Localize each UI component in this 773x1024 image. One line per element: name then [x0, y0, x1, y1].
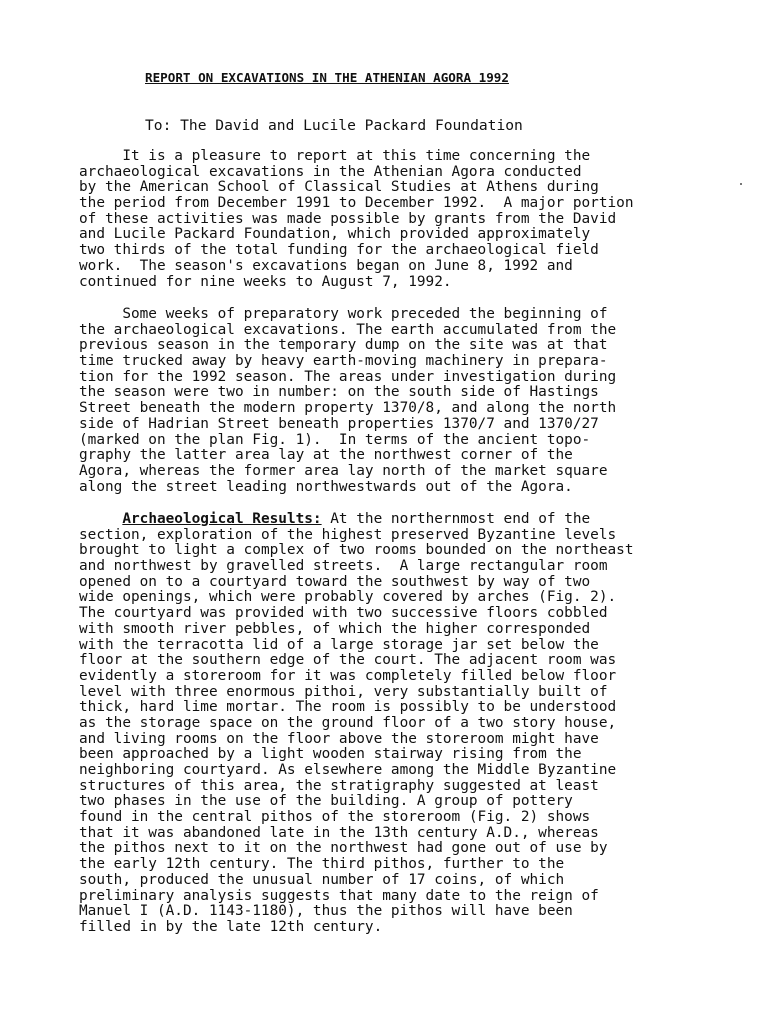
paragraph-line: side of Hadrian Street beneath properties 1370/7 and 1370/27 — [79, 415, 599, 432]
paragraph-line: tion for the 1992 season. The areas under investigation during — [79, 368, 617, 385]
paragraph-indent — [79, 511, 122, 527]
paragraph-line: filled in by the late 12th century. — [79, 918, 383, 935]
paragraph-line: Street beneath the modern property 1370/8, and along the north — [79, 400, 617, 417]
paragraph-line: by the American School of Classical Studies at Athens during — [79, 179, 599, 196]
paragraph-line — [79, 512, 634, 528]
paragraph-line: and Lucile Packard Foundation, which provided approximately — [79, 226, 591, 243]
paragraph-line: along the street leading northwestwards out of the Agora. — [79, 478, 573, 495]
paragraph-first-line-rest: At the northernmost end of the — [321, 511, 591, 527]
report-title: REPORT ON EXCAVATIONS IN THE ATHENIAN AGORA 1992 — [145, 70, 509, 85]
paragraph-body — [79, 528, 634, 936]
paragraph-line: It is a pleasure to report at this time concerning the — [79, 148, 591, 164]
paragraph-line: previous season in the temporary dump on the site was at that — [79, 337, 608, 354]
paragraph-line: floor at the southern edge of the court. The adjacent room was — [79, 652, 617, 669]
paragraph-intro — [79, 149, 634, 290]
paragraph-preparatory-work — [79, 307, 616, 495]
paragraph-line: the archaeological excavations. The earth accumulated from the — [79, 321, 617, 338]
paragraph-line: with smooth river pebbles, of which the higher corresponded — [79, 620, 591, 637]
paragraph-line: neighboring courtyard. As elsewhere among the Middle Byzantine — [79, 762, 617, 778]
paragraph-line: brought to light a complex of two rooms bounded on the northeast — [79, 542, 634, 559]
paragraph-line: Manuel I (A.D. 1143-1180), thus the pithos will have been — [79, 903, 573, 920]
paragraph-line: continued for nine weeks to August 7, 1992. — [79, 273, 452, 290]
paragraph-line: of these activities was made possible by grants from the David — [79, 210, 617, 227]
paragraph-line: been approached by a light wooden stairway rising from the — [79, 746, 582, 763]
paragraph-line: wide openings, which were probably covered by arches (Fig. 2). — [79, 589, 617, 606]
paragraph-line: opened on to a courtyard toward the southwest by way of two — [79, 573, 591, 590]
paragraph-line: with the terracotta lid of a large storage jar set below the — [79, 636, 599, 653]
paragraph-line: the period from December 1991 to December 1992. A major portion — [79, 195, 634, 212]
paragraph-line: archaeological excavations in the Athenian Agora conducted — [79, 163, 582, 180]
paragraph-line: work. The season's excavations began on June 8, 1992 and — [79, 257, 573, 274]
paragraph-line: level with three enormous pithoi, very substantially built of — [79, 683, 608, 700]
paragraph-line: found in the central pithos of the storeroom (Fig. 2) shows — [79, 809, 591, 826]
paragraph-line: (marked on the plan Fig. 1). In terms of the ancient topo- — [79, 431, 591, 448]
paragraph-line: as the storage space on the ground floor of a two story house, — [79, 714, 617, 731]
paragraph-line: graphy the latter area lay at the northwest corner of the — [79, 447, 573, 464]
paragraph-line: preliminary analysis suggests that many date to the reign of — [79, 887, 599, 904]
paragraph-line: two thirds of the total funding for the archaeological field — [79, 242, 599, 259]
paragraph-line: and northwest by gravelled streets. A large rectangular room — [79, 558, 608, 575]
paragraph-line: the early 12th century. The third pithos, further to the — [79, 856, 565, 873]
section-heading: Archaeological Results: — [122, 511, 322, 527]
paragraph-archaeological-results — [79, 512, 634, 936]
paragraph-line: evidently a storeroom for it was completely filled below floor — [79, 667, 617, 684]
paragraph-line: south, produced the unusual number of 17 coins, of which — [79, 871, 565, 888]
paragraph-line: Agora, whereas the former area lay north of the market square — [79, 462, 608, 479]
paragraph-line: time trucked away by heavy earth-moving machinery in prepara- — [79, 353, 608, 370]
paragraph-line: the season were two in number: on the south side of Hastings — [79, 384, 599, 401]
paragraph-line: that it was abandoned late in the 13th century A.D., whereas — [79, 824, 599, 841]
paragraph-line: and living rooms on the floor above the storeroom might have — [79, 730, 599, 747]
paragraph-line: thick, hard lime mortar. The room is possibly to be understood — [79, 699, 617, 716]
scan-speck — [740, 183, 742, 185]
paragraph-line: two phases in the use of the building. A group of pottery — [79, 793, 573, 810]
paragraph-line: section, exploration of the highest preserved Byzantine levels — [79, 526, 617, 543]
paragraph-line: structures of this area, the stratigraphy suggested at least — [79, 777, 599, 794]
addressee-line: To: The David and Lucile Packard Foundation — [145, 117, 523, 134]
paragraph-line: the pithos next to it on the northwest had gone out of use by — [79, 840, 608, 857]
paragraph-line: Some weeks of preparatory work preceded the beginning of — [79, 306, 608, 322]
paragraph-line: The courtyard was provided with two successive floors cobbled — [79, 605, 608, 622]
